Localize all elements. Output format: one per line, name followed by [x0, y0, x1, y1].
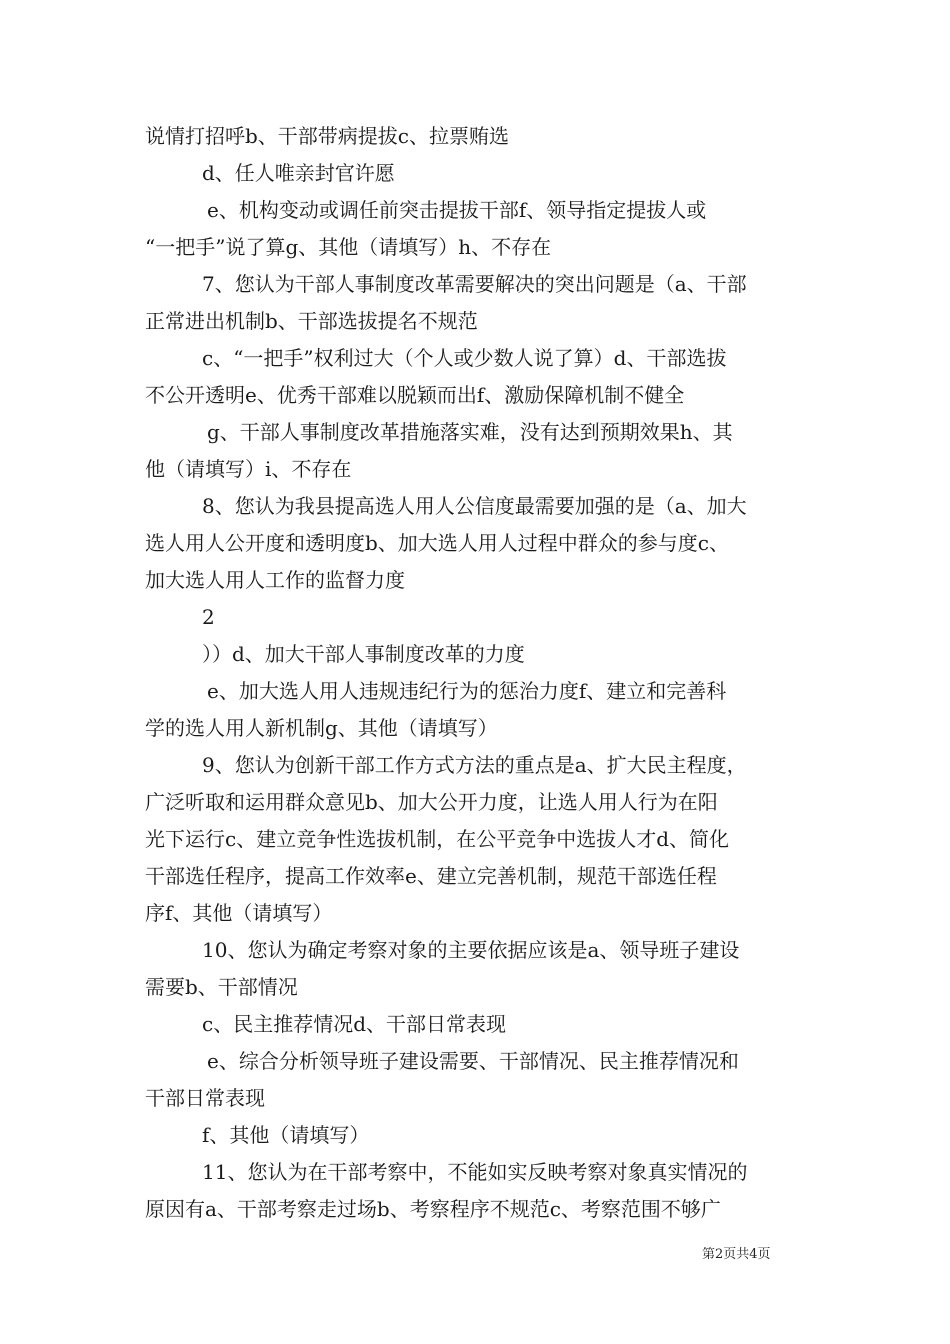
text-line: 广泛听取和运用群众意见b、加大公开力度，让选人用人行为在阳 — [145, 790, 718, 814]
text-line: 需要b、干部情况 — [145, 975, 298, 999]
text-line: 他（请填写）i、不存在 — [145, 457, 352, 481]
question-9-line: 9、您认为创新干部工作方式方法的重点是a、扩大民主程度， — [202, 753, 747, 777]
text-line: 原因有a、干部考察走过场b、考察程序不规范c、考察范围不够广 — [145, 1197, 721, 1221]
text-line: e、加大选人用人违规违纪行为的惩治力度f、建立和完善科 — [207, 679, 727, 703]
text-line: 选人用人公开度和透明度b、加大选人用人过程中群众的参与度c、 — [145, 531, 730, 555]
text-line: e、机构变动或调任前突击提拔干部f、领导指定提拔人或 — [207, 198, 707, 222]
question-7-line: 7、您认为干部人事制度改革需要解决的突出问题是（a、干部 — [202, 272, 747, 296]
text-line: “一把手”说了算g、其他（请填写）h、不存在 — [145, 235, 552, 259]
question-8-line: 8、您认为我县提高选人用人公信度最需要加强的是（a、加大 — [202, 494, 747, 518]
text-line: e、综合分析领导班子建设需要、干部情况、民主推荐情况和 — [207, 1049, 739, 1073]
document-body — [145, 118, 813, 1228]
text-line: 学的选人用人新机制g、其他（请填写） — [145, 716, 498, 740]
question-10-line: 10、您认为确定考察对象的主要依据应该是a、领导班子建设 — [202, 938, 740, 962]
text-line: 干部选任程序，提高工作效率e、建立完善机制，规范干部选任程 — [145, 864, 717, 888]
text-line: 干部日常表现 — [145, 1086, 265, 1110]
text-line: 不公开透明e、优秀干部难以脱颖而出f、激励保障机制不健全 — [145, 383, 685, 407]
text-line: 说情打招呼b、干部带病提拔c、拉票贿选 — [145, 124, 510, 148]
text-line: 加大选人用人工作的监督力度 — [145, 568, 405, 592]
text-line: g、干部人事制度改革措施落实难，没有达到预期效果h、其 — [207, 420, 733, 444]
question-11-line: 11、您认为在干部考察中，不能如实反映考察对象真实情况的 — [202, 1160, 748, 1184]
text-line: d、任人唯亲封官许愿 — [202, 161, 395, 185]
text-line: 序f、其他（请填写） — [145, 901, 333, 925]
text-line: 2 — [202, 605, 215, 629]
text-line: 正常进出机制b、干部选拔提名不规范 — [145, 309, 478, 333]
text-line: c、民主推荐情况d、干部日常表现 — [202, 1012, 507, 1036]
text-line: ））d、加大干部人事制度改革的力度 — [202, 642, 525, 666]
text-line: c、“一把手”权利过大（个人或少数人说了算）d、干部选拔 — [202, 346, 727, 370]
text-line: f、其他（请填写） — [202, 1123, 370, 1147]
page-number-footer: 第2页共4页 — [702, 1247, 771, 1262]
text-line: 光下运行c、建立竞争性选拔机制，在公平竞争中选拔人才d、简化 — [145, 827, 730, 851]
